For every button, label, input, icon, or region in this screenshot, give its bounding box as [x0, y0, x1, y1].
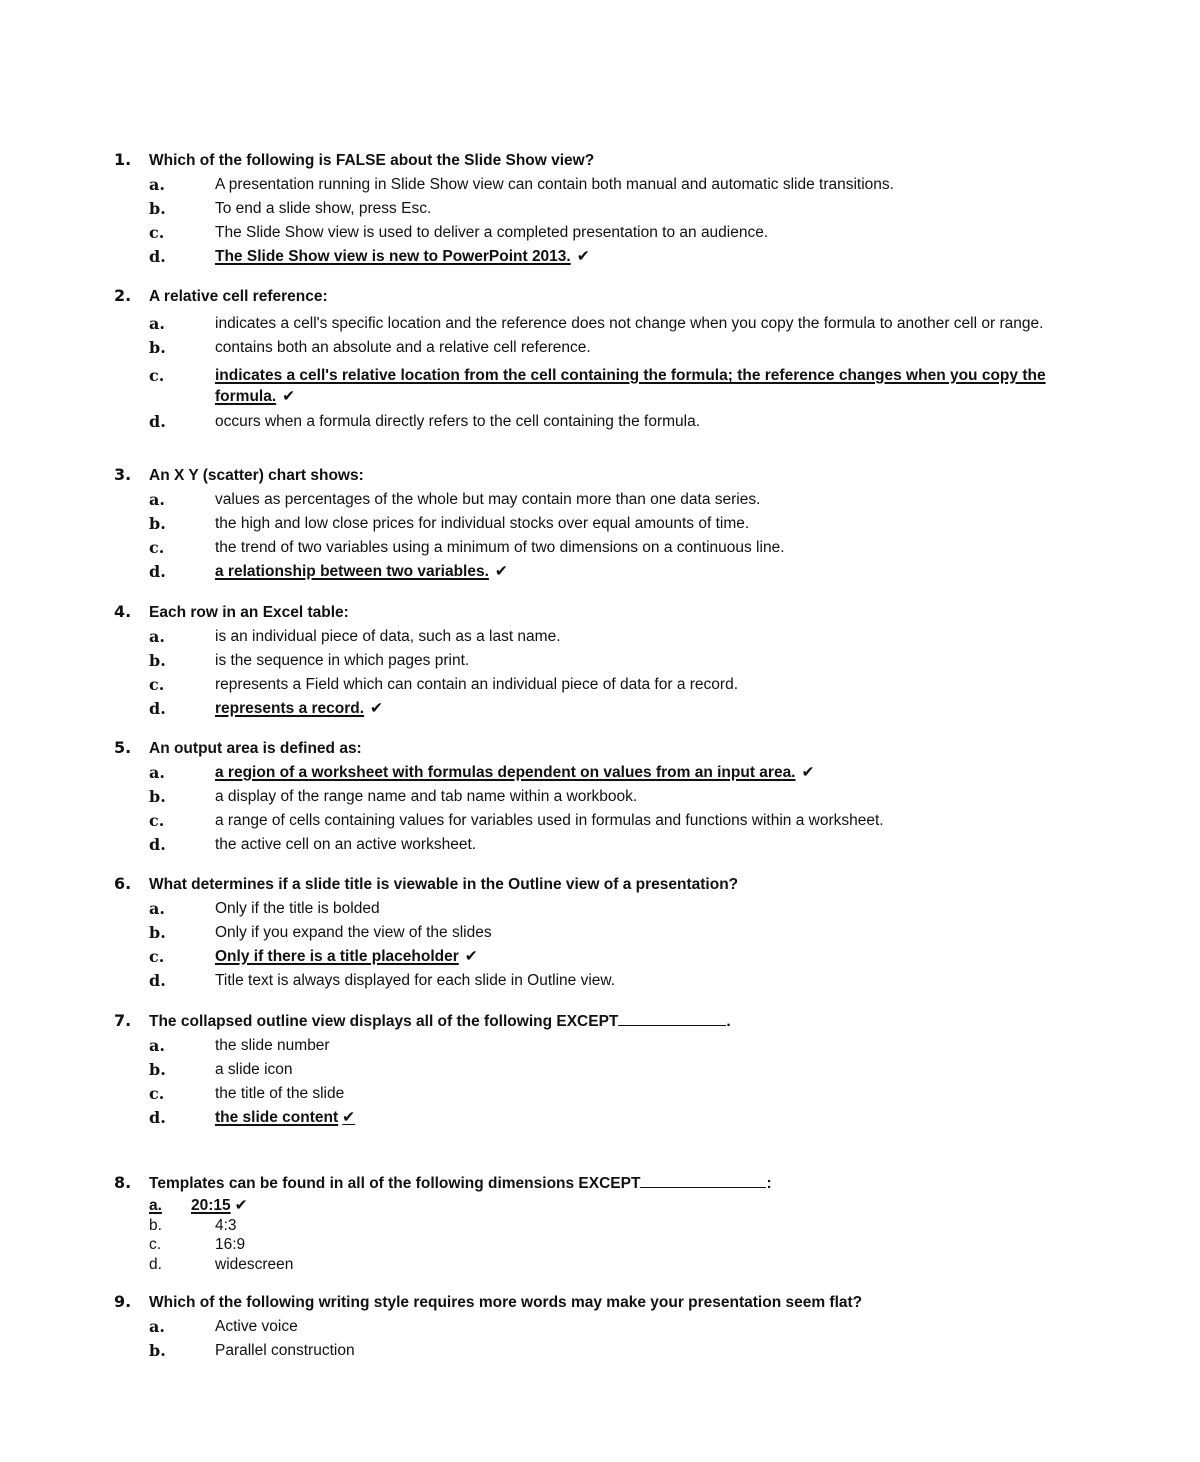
correct-answer-text: The Slide Show view is new to PowerPoint 2013.: [215, 248, 571, 265]
option-letter: d.: [149, 699, 166, 718]
question-number: 5.: [114, 738, 132, 757]
option-text: 16:9: [215, 1236, 246, 1253]
option-text: is the sequence in which pages print.: [215, 652, 470, 669]
option-a: [114, 627, 1064, 646]
answer-blank: [618, 1011, 726, 1026]
option-letter: c.: [149, 366, 165, 385]
option-c: [149, 1235, 1064, 1255]
option-a: [114, 175, 1064, 194]
option-b: [114, 923, 1064, 942]
option-letter: b.: [149, 514, 166, 533]
checkmark-icon: ✔: [370, 699, 384, 717]
option-letter: a.: [149, 175, 165, 194]
option-letter: a.: [149, 1036, 165, 1055]
option-letter: d.: [149, 247, 166, 266]
question-number: 8.: [114, 1173, 132, 1192]
option-c: [114, 811, 1064, 830]
option-letter: c.: [149, 538, 165, 557]
question-text: The collapsed outline view displays all of the following EXCEPT: [149, 1013, 619, 1030]
option-text: represents a Field which can contain an individual piece of data for a record.: [215, 676, 738, 693]
option-b: [114, 199, 1064, 218]
option-d: [149, 1255, 1064, 1275]
option-text: Active voice: [215, 1318, 298, 1335]
option-d-correct: [114, 562, 1064, 581]
option-a: [114, 490, 1064, 509]
option-letter: b.: [149, 1341, 166, 1360]
correct-answer: [149, 1196, 231, 1216]
option-b: [149, 1216, 1064, 1236]
checkmark-icon: ✔: [464, 947, 478, 965]
option-text: the active cell on an active worksheet.: [215, 836, 477, 853]
option-letter: b.: [149, 923, 166, 942]
option-letter: d.: [149, 1255, 162, 1273]
option-text: a range of cells containing values for variables used in formulas and functions within a worksheet.: [215, 812, 884, 829]
checkmark-icon: ✔: [342, 1108, 356, 1126]
option-letter: b.: [149, 651, 166, 670]
option-text: the title of the slide: [215, 1085, 345, 1102]
question-text: Templates can be found in all of the following dimensions EXCEPT: [149, 1175, 641, 1192]
option-text: occurs when a formula directly refers to the cell containing the formula.: [215, 413, 701, 430]
question-number: 2.: [114, 286, 132, 305]
question-1: [114, 150, 1064, 266]
option-letter: a.: [149, 899, 165, 918]
option-c: [114, 1084, 1064, 1103]
option-d-correct: [114, 1108, 1064, 1127]
option-letter: d.: [149, 412, 166, 431]
question-8: [114, 1173, 1064, 1274]
option-a: [114, 1036, 1064, 1055]
checkmark-icon: ✔: [234, 1196, 248, 1214]
question-9: [114, 1292, 1064, 1360]
option-b: [114, 787, 1064, 806]
option-text: The Slide Show view is used to deliver a completed presentation to an audience.: [215, 224, 769, 241]
correct-answer-text: represents a record.: [215, 700, 365, 717]
option-d-correct: [114, 247, 1064, 266]
option-letter: c.: [149, 675, 165, 694]
question-text: A relative cell reference:: [149, 288, 328, 305]
option-a: [114, 314, 1064, 333]
option-text: Only if the title is bolded: [215, 900, 380, 917]
question-number: 9.: [114, 1292, 132, 1311]
option-letter: c.: [149, 223, 165, 242]
checkmark-icon: ✔: [576, 247, 590, 265]
option-text: the slide number: [215, 1037, 330, 1054]
option-c-correct: [114, 365, 1064, 407]
option-c: [114, 538, 1064, 557]
option-text: Title text is always displayed for each slide in Outline view.: [215, 972, 616, 989]
option-list: [149, 1196, 1064, 1274]
correct-answer-text: Only if there is a title placeholder: [215, 948, 459, 965]
question-suffix: .: [726, 1013, 731, 1030]
option-letter: d.: [149, 562, 166, 581]
option-letter: a.: [149, 314, 165, 333]
question-suffix: :: [766, 1175, 772, 1192]
option-letter: b.: [149, 1060, 166, 1079]
option-letter: c.: [149, 811, 165, 830]
option-letter: b.: [149, 199, 166, 218]
option-letter: b.: [149, 338, 166, 357]
question-6: [114, 874, 1064, 990]
question-text: Which of the following writing style requires more words may make your presentation seem flat?: [149, 1294, 863, 1311]
option-letter: b.: [149, 1216, 162, 1234]
option-text: a display of the range name and tab name within a workbook.: [215, 788, 638, 805]
checkmark-icon: ✔: [801, 763, 815, 781]
option-text: 4:3: [215, 1216, 237, 1234]
question-text: An X Y (scatter) chart shows:: [149, 467, 364, 484]
correct-answer-text: indicates a cell's relative location from the cell containing the formula; the reference changes when you copy the formula.: [215, 367, 1046, 405]
option-text: Parallel construction: [215, 1342, 355, 1359]
option-text: the high and low close prices for individual stocks over equal amounts of time.: [215, 515, 750, 532]
question-4: [114, 602, 1064, 718]
question-5: [114, 738, 1064, 854]
question-7: [114, 1011, 1064, 1127]
option-b: [114, 651, 1064, 670]
option-b: [114, 1060, 1064, 1079]
option-c-correct: [114, 947, 1064, 966]
option-text: A presentation running in Slide Show view can contain both manual and automatic slide transitions.: [215, 176, 894, 193]
option-d: [114, 412, 1064, 431]
option-letter: c.: [149, 1084, 165, 1103]
option-d-correct: [114, 699, 1064, 718]
question-text: Which of the following is FALSE about the Slide Show view?: [149, 152, 595, 169]
question-text: What determines if a slide title is viewable in the Outline view of a presentation?: [149, 876, 739, 893]
option-text: a slide icon: [215, 1061, 293, 1078]
question-2: [114, 286, 1064, 431]
option-c: [114, 675, 1064, 694]
question-number: 6.: [114, 874, 132, 893]
option-c: [114, 223, 1064, 242]
option-letter: a.: [149, 763, 165, 782]
option-b: [114, 338, 1064, 357]
question-number: 3.: [114, 465, 132, 484]
question-number: 4.: [114, 602, 132, 621]
option-letter: d.: [149, 835, 166, 854]
option-letter: d.: [149, 1108, 166, 1127]
option-b: [114, 1341, 1064, 1360]
option-text: widescreen: [215, 1255, 294, 1273]
option-text: Only if you expand the view of the slides: [215, 924, 492, 941]
option-text: To end a slide show, press Esc.: [215, 200, 432, 217]
correct-answer-text: a region of a worksheet with formulas dependent on values from an input area.: [215, 764, 796, 781]
question-number: 7.: [114, 1011, 132, 1030]
option-b: [114, 514, 1064, 533]
question-3: [114, 465, 1064, 581]
option-letter: a.: [149, 1317, 165, 1336]
option-text: indicates a cell's specific location and the reference does not change when you copy the formula to another cell or range.: [215, 315, 1044, 332]
question-text: Each row in an Excel table:: [149, 604, 349, 621]
option-text: is an individual piece of data, such as a last name.: [215, 628, 561, 645]
option-a-correct: [114, 763, 1064, 782]
option-d: [114, 835, 1064, 854]
option-letter: d.: [149, 971, 166, 990]
option-letter: c.: [149, 947, 165, 966]
option-text: values as percentages of the whole but may contain more than one data series.: [215, 491, 761, 508]
option-a-correct: [149, 1196, 1064, 1216]
option-letter: a.: [149, 490, 165, 509]
answer-blank: [640, 1173, 766, 1188]
question-number: 1.: [114, 150, 132, 169]
option-letter: a.: [149, 627, 165, 646]
option-d: [114, 971, 1064, 990]
question-text: An output area is defined as:: [149, 740, 362, 757]
option-letter: b.: [149, 787, 166, 806]
option-text: contains both an absolute and a relative cell reference.: [215, 339, 591, 356]
correct-answer-text: a relationship between two variables.: [215, 563, 489, 580]
correct-answer-text: the slide content: [215, 1109, 339, 1126]
option-letter: c.: [149, 1236, 162, 1253]
correct-answer-text: 20:15: [191, 1197, 231, 1214]
option-a: [114, 899, 1064, 918]
checkmark-icon: ✔: [282, 387, 296, 405]
option-text: the trend of two variables using a minimum of two dimensions on a continuous line.: [215, 539, 785, 556]
option-a: [114, 1317, 1064, 1336]
checkmark-icon: ✔: [494, 562, 508, 580]
option-letter: a.: [149, 1197, 162, 1214]
